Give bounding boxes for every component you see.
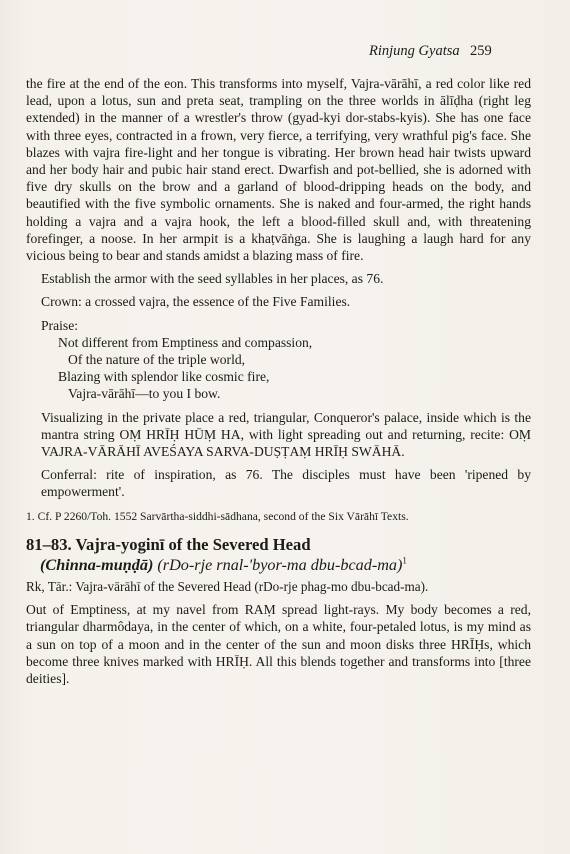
paragraph-praise-label: Praise: [41, 317, 78, 333]
section-heading [26, 535, 531, 555]
body-text [26, 75, 531, 687]
footnote: 1. Cf. P 2260/Toh. 1552 Sarvārtha-siddhi-sādhana, second of the Six Vārāhī Texts. [26, 509, 409, 523]
praise-verse [58, 334, 531, 403]
section-title: Vajra-yoginī of the Severed Head [75, 534, 311, 554]
section-subtitle [26, 555, 531, 575]
source-reference: Rk, Tār.: Vajra-vārāhī of the Severed Head (rDo-rje phag-mo dbu-bcad-ma). [26, 578, 429, 594]
running-header [0, 43, 570, 63]
footnote-marker: 1 [402, 555, 407, 566]
paragraph-mantra: Visualizing in the private place a red, triangular, Conqueror's palace, inside which is the mantra string OṂ HRĪḤ HŪṂ HA, with light spreading out and returning, recite: OṂ VAJRA-VĀRĀHĪ AVEŚAYA SARVA-DUṢṬAṂ HRĪḤ SWĀHĀ. [41, 409, 531, 460]
paragraph-emptiness: Out of Emptiness, at my navel from RAṂ spread light-rays. My body becomes a red, triangular dharmôdaya, in the center of which, on a white, four-petaled lotus, is my mind as a sun on top of a moon and in the center of the sun and moon disks three HRĪḤs, which become three knives marked with HRĪḤ. All this blends together and transforms into [three deities]. [26, 602, 531, 686]
verse-line: Not different from Emptiness and compassion, [58, 334, 313, 350]
section-number: 81–83. [26, 534, 72, 554]
verse-line: Vajra-vārāhī—to you I bow. [68, 386, 221, 402]
paragraph-crown: Crown: a crossed vajra, the essence of the Five Families. [41, 294, 351, 310]
paragraph-deity-description: the fire at the end of the eon. This transforms into myself, Vajra-vārāhī, a red color like red lead, upon a lotus, sun and preta seat, trampling on the three worlds in ālīḍha (right leg extended) in the manner of a wrestler's throw (gyad-kyi dor-stabs-kyis). She has one face with three eyes, contracted in a frown, very fierce, a terrifying, very wrathful pig's face. She blazes with vajra fire-light and her tongue is vibrating. Her brown head hair twists upward and her body hair and pubic hair stand erect. Dwarfish and pot-bellied, she is adorned with five dry skulls on the brow and a garland of blood-dripping heads on the body, and beautified with the five symbolic ornaments. She is naked and four-armed, the right hands holding a vajra and a vajra hook, the left a blood-filled skull and, with threatening forefinger, a noose. In her armpit is a khaṭvāṅga. She is laughing a laugh hard for any vicious being to bear and stands amidst a blazing mass of fire. [26, 76, 531, 264]
page-number: 259 [470, 43, 492, 59]
section-tibetan-title: (rDo-rje rnal-'byor-ma dbu-bcad-ma) [157, 555, 403, 574]
verse-line: Blazing with splendor like cosmic fire, [58, 369, 270, 385]
section-sanskrit-title: (Chinna-muṇḍā) [40, 555, 154, 574]
running-title: Rinjung Gyatsa [369, 43, 460, 59]
paragraph-conferral: Conferral: rite of inspiration, as 76. The disciples must have been 'ripened by empowerment'. [41, 467, 531, 500]
paragraph-armor: Establish the armor with the seed syllables in her places, as 76. [41, 271, 384, 287]
verse-line: Of the nature of the triple world, [68, 352, 246, 368]
